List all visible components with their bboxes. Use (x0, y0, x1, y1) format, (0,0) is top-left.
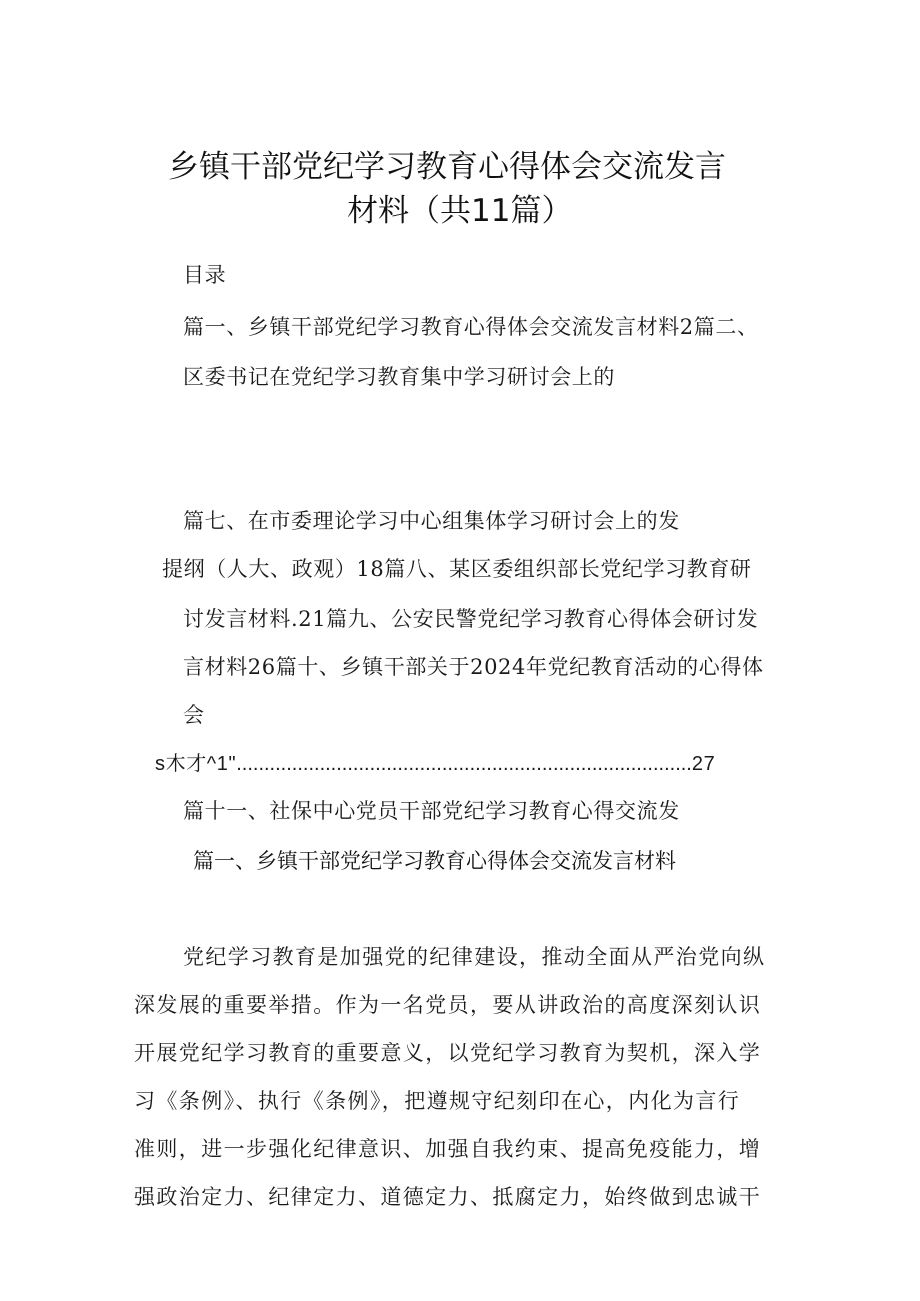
document-title-line-1: 乡镇干部党纪学习教育心得体会交流发言 (168, 149, 726, 185)
toc-page-number: 27 (691, 753, 716, 775)
paragraph-line: 深发展的重要举措。作为一名党员，要从讲政治的高度深刻认识 (134, 993, 762, 1017)
paragraph-line: 开展党纪学习教育的重要意义，以党纪学习教育为契机，深入学 (134, 1041, 762, 1065)
toc-leader-dots: .................................................................................. (236, 753, 692, 775)
paragraph-line: 强政治定力、纪律定力、道德定力、抵腐定力，始终做到忠诚干 (134, 1185, 762, 1209)
toc-line: 篇十一、社保中心党员干部党纪学习教育心得交流发 (183, 799, 680, 823)
toc-line: 提纲（人大、政观）18篇八、某区委组织部长党纪学习教育研 (162, 557, 752, 581)
document-title-line-2: 材料（共11篇） (347, 193, 573, 229)
toc-line: 会 (183, 703, 205, 727)
toc-line: 言材料26篇十、乡镇干部关于2024年党纪教育活动的心得体 (183, 655, 764, 679)
toc-line: 区委书记在党纪学习教育集中学习研讨会上的 (183, 365, 615, 389)
toc-dotted-entry (155, 747, 715, 776)
toc-line: 篇一、乡镇干部党纪学习教育心得体会交流发言材料2篇二、 (183, 315, 759, 339)
paragraph-line: 党纪学习教育是加强党的纪律建设，推动全面从严治党向纵 (183, 945, 766, 969)
toc-entry-label: s木才^1" (155, 753, 237, 775)
toc-line: 篇七、在市委理论学习中心组集体学习研讨会上的发 (183, 509, 680, 533)
paragraph-line: 习《条例》、执行《条例》，把遵规守纪刻印在心，内化为言行 (134, 1089, 741, 1113)
section-heading: 篇一、乡镇干部党纪学习教育心得体会交流发言材料 (193, 849, 676, 873)
paragraph-line: 准则，进一步强化纪律意识、加强自我约束、提高免疫能力，增 (134, 1137, 762, 1161)
toc-heading: 目录 (183, 263, 227, 287)
toc-line: 讨发言材料.21篇九、公安民警党纪学习教育心得体会研讨发 (183, 607, 759, 631)
